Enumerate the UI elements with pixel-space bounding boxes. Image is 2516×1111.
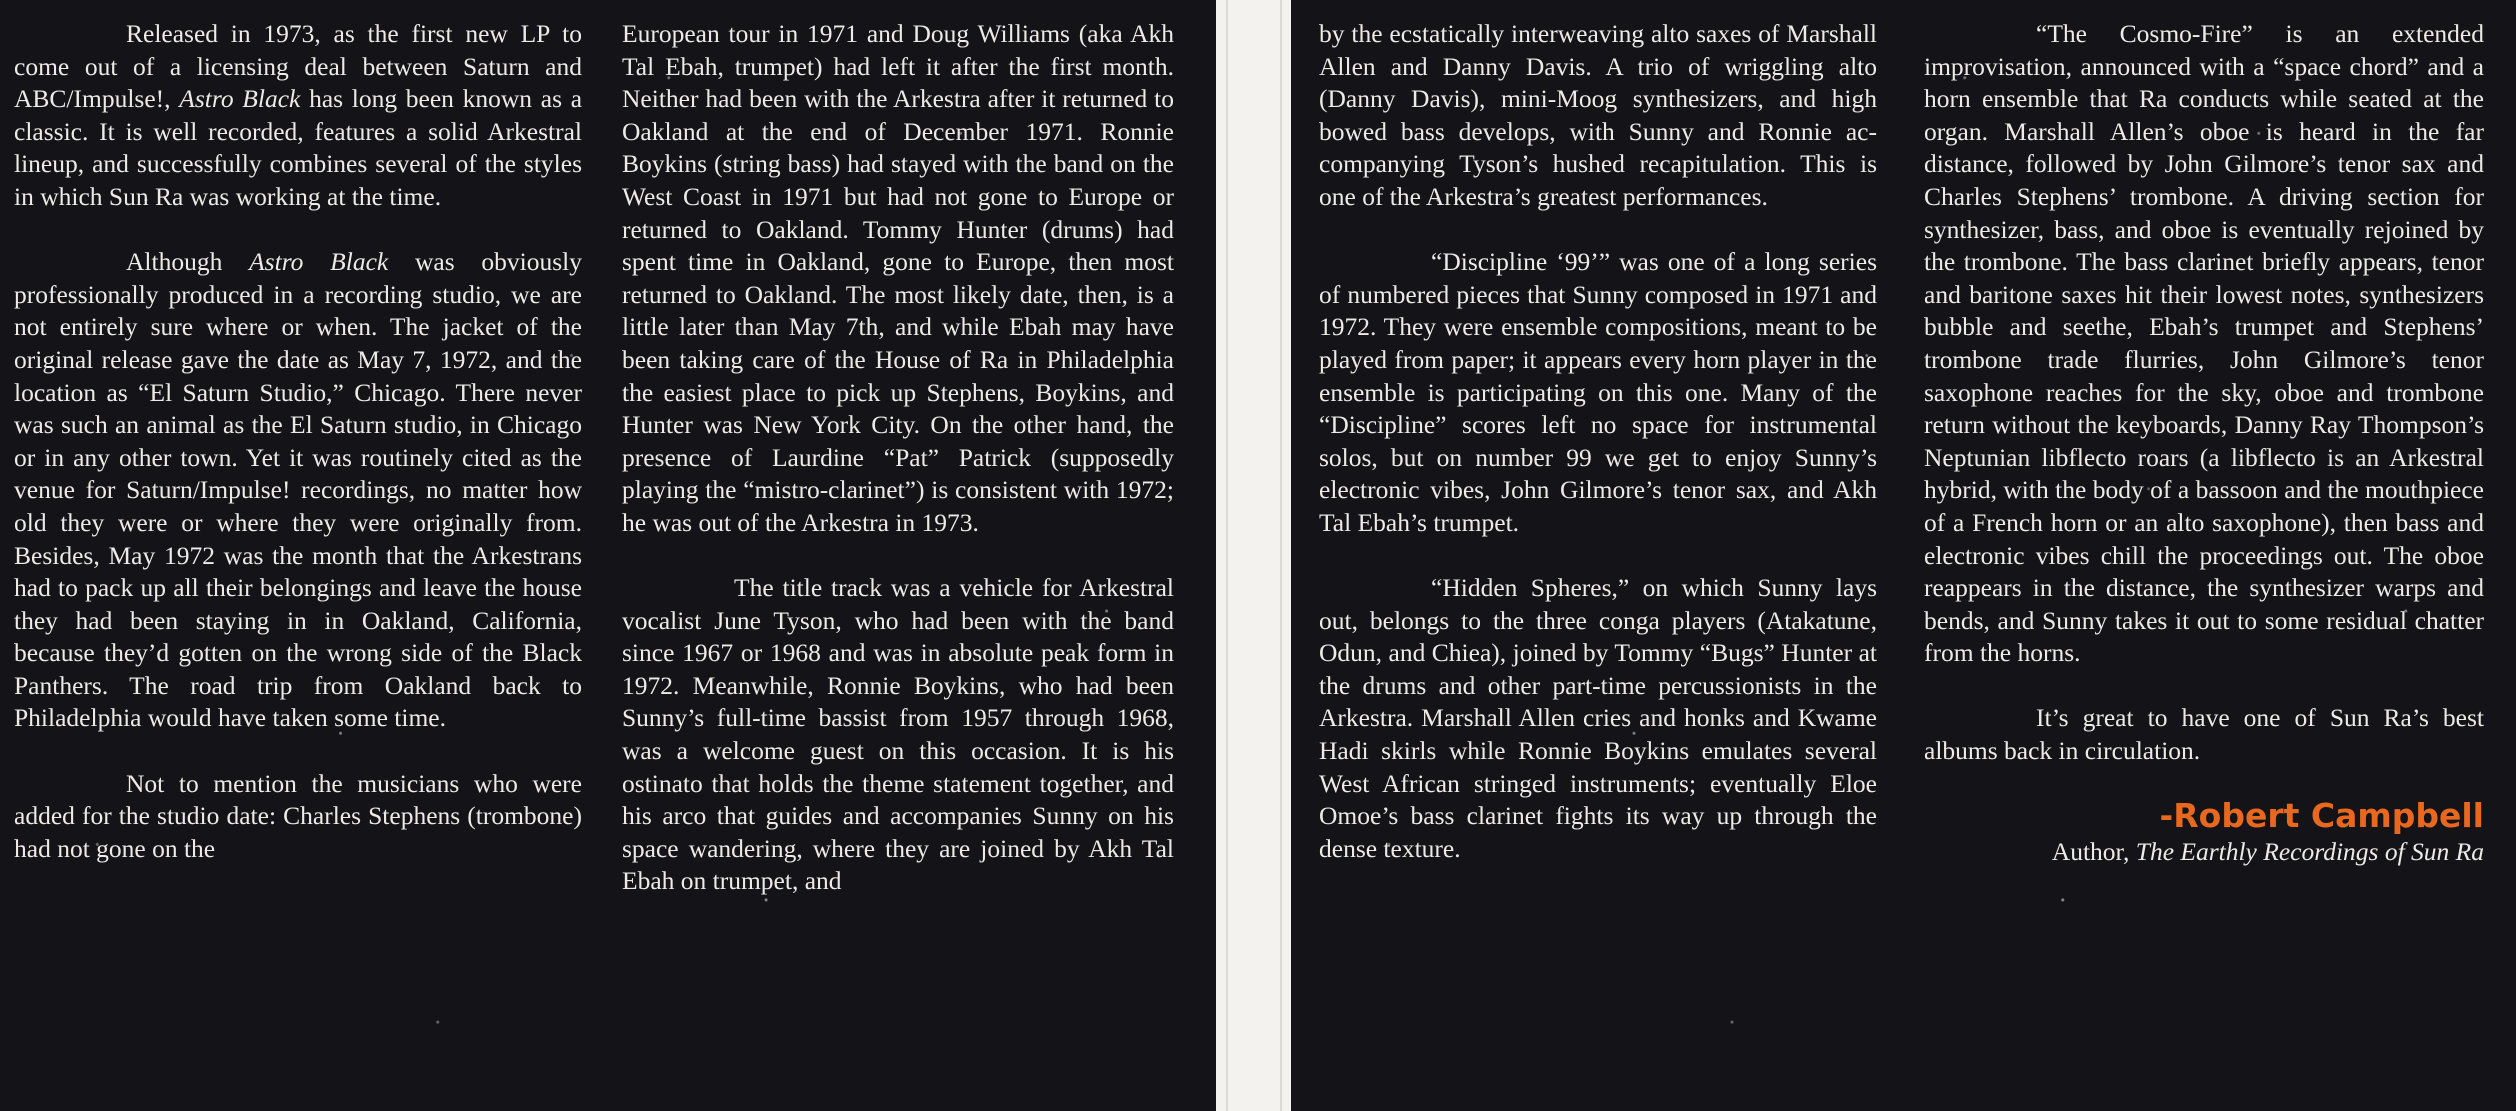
left-column-1	[14, 18, 582, 898]
paragraph: “The Cosmo-Fire” is an extended improvisation, announced with a “space chord” and a horn ensemble that Ra conducts while seated at the organ. Marshall Allen’s oboe is heard in the far distance, followed by John Gilmore’s tenor sax and Charles Stephens’ trombone. A driving section for synthesizer, bass, and oboe is eventually rejoined by the trombone. The bass clarinet briefly appears, tenor and baritone saxes hit their lowest notes, synthesizers bubble and seethe, Ebah’s trumpet and Stephens’ trombone trade flurries, John Gilmore’s tenor saxophone reaches for the sky, oboe and trombone return without the keyboards, Danny Ray Thompson’s Neptunian libflecto roars (a libflecto is an Arkestral hybrid, with the body of a bassoon and the mouthpiece of a French horn or an alto saxophone), then bass and electronic vibes chill the proceedings out. The oboe reappears in the distance, the synthesizer warps and bends, and Sunny takes it out to some residual chatter from the horns.	[1924, 19, 2484, 668]
text-run: was obviously professionally produced in a recording studio, we are not entirely sure where or when. The jacket of the original release gave the date as May 7, 1972, and the location as “El Saturn Studio,” Chicago. There never was such an animal as the El Saturn studio, in Chicago or in any other town. Yet it was routinely cited as the venue for Saturn/Impulse! recordings, no matter how old they were or where they were originally from. Besides, May 1972 was the month that the Arkestrans had to pack up all their belongings and leave the house they had been staying in in Oakland, California, because they’d gotten on the wrong side of the Black Panthers. The road trip from Oakland back to Philadelphia would have taken some time.	[14, 247, 583, 733]
album-title: Astro Black	[249, 247, 389, 277]
signature-name: -Robert Campbell	[2159, 796, 2484, 836]
paragraph: It’s great to have one of Sun Ra’s best albums back in circulation.	[1924, 703, 2484, 766]
page-fold	[1226, 0, 1228, 1111]
right-column-1	[1319, 18, 1877, 898]
paragraph: European tour in 1971 and Doug Williams (aka Akh Tal Ebah, trumpet) had left it after the first month. Neither had been with the Arkestra after it returned to Oakland at the end of December 1971. Ronnie Boykins (string bass) had stayed with the band on the West Coast in 1971 but had not gone to Europe or returned to Oakland. Tommy Hunter (drums) had spent time in Oakland, gone to Europe, then most returned to Oakland. The most likely date, then, is a little later than May 7th, and while Ebah may have been taking care of the House of Ra in Philadelphia the easiest place to pick up Stephens, Boykins, and Hunter was New York City. On the other hand, the presence of Laurdine “Pat” Patrick (supposedly playing the “mistro-clarinet”) is consistent with 1972; he was out of the Arkestra in 1973.	[622, 19, 1174, 537]
left-page	[0, 0, 1216, 1111]
right-page	[1291, 0, 2516, 1111]
paragraph: by the ecstatically interweaving alto saxes of Marshall Allen and Danny Davis. A trio of wriggling alto (Danny Davis), mini-Moog synthesizers, and high bowed bass develops, with Sunny and Ronnie accompanying Tyson’s hushed recapitulation. This is one of the Arkestra’s greatest performances.	[1319, 19, 1877, 211]
book-title: The Earthly Recordings of Sun Ra	[2135, 837, 2484, 867]
left-column-2	[622, 18, 1174, 931]
album-title: Astro Black	[179, 84, 301, 114]
right-column-2	[1924, 18, 2484, 901]
paragraph	[14, 18, 582, 214]
text-run: Author,	[2051, 837, 2130, 867]
paragraph: “Discipline ‘99’” was one of a long series of numbered pieces that Sunny composed in 1971 and 1972. They were ensemble compositions, meant to be played from paper; it appears every horn player in the ensemble is participating on this one. Many of the “Discipline” scores left no space for instrumental solos, but on number 99 we get to enjoy Sunny’s electronic vibes, John Gilmore’s tenor sax, and Akh Tal Ebah’s trumpet.	[1319, 247, 1877, 537]
text-run: Although	[126, 247, 223, 277]
text-run: has long been known as a classic. It is well recorded, features a solid Arkestral lineup, and successfully combines several of the styles in which Sun Ra was working at the time.	[14, 84, 583, 211]
text-run: Released in 1973, as the first new LP to come out of a licensing deal between Saturn and ABC/Impulse!,	[14, 19, 582, 114]
paragraph	[14, 246, 582, 735]
signature-role	[1924, 836, 2484, 869]
paragraph: The title track was a vehicle for Arkestral vocalist June Tyson, who had been with the band since 1967 or 1968 and was in absolute peak form in 1972. Meanwhile, Ronnie Boykins, who had been Sunny’s full-time bassist from 1957 through 1968, was a welcome guest on this occasion. It is his ostinato that holds the theme statement together, and his arco that guides and accompanies Sunny on his space wandering, where they are joined by Akh Tal Ebah on trumpet, and	[622, 573, 1174, 896]
paragraph: “Hidden Spheres,” on which Sunny lays out, belongs to the three conga players (Atakatune, Odun, and Chiea), joined by Tommy “Bugs” Hunter at the drums and other part-time percussionists in the Arkestra. Marshall Allen cries and honks and Kwame Hadi skirls while Ronnie Boykins emulates several West African stringed instruments; eventually Eloe Omoe’s bass clarinet fights its way up through the dense texture.	[1319, 573, 1877, 863]
page-fold	[1280, 0, 1282, 1111]
paragraph: Not to mention the musicians who were added for the studio date: Charles Stephens (trombone) had not gone on the	[14, 768, 582, 863]
